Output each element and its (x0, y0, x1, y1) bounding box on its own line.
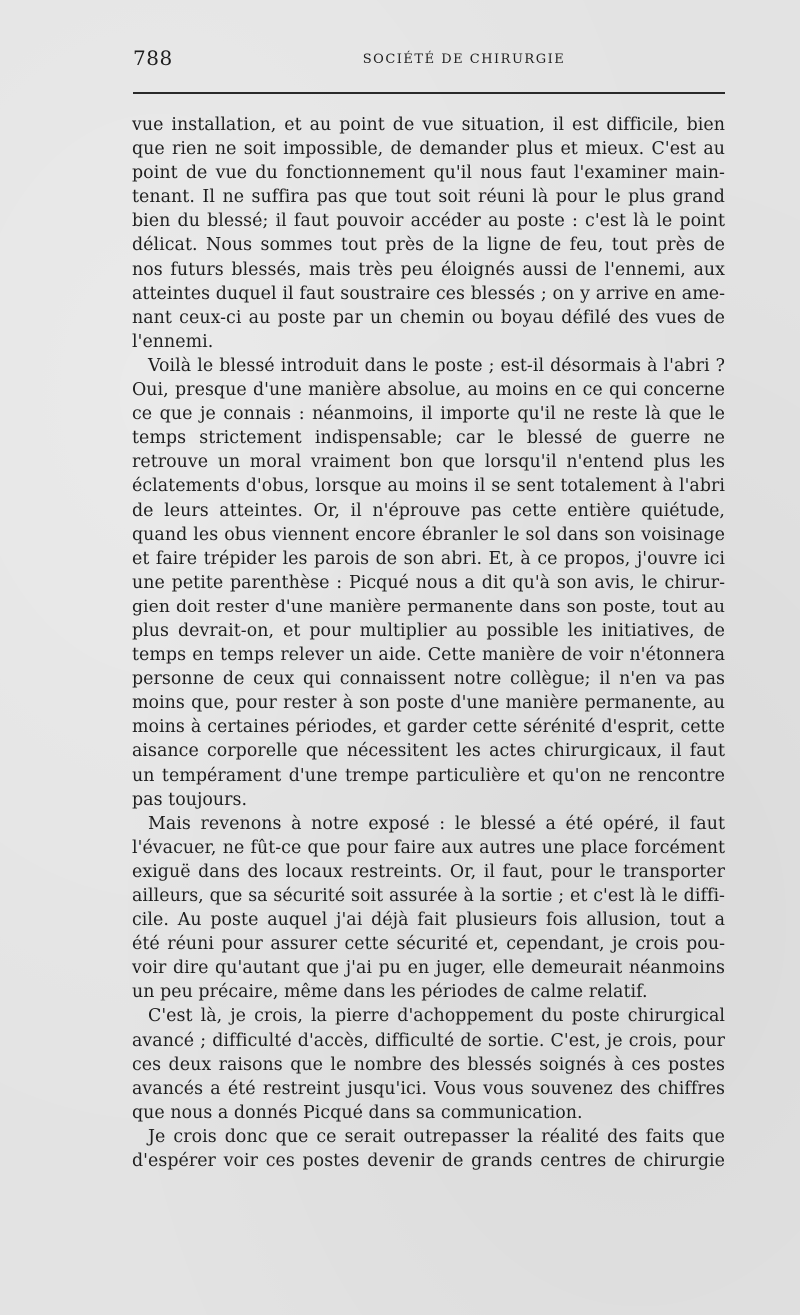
header-rule (133, 92, 725, 94)
text-line: exiguë dans des locaux restreints. Or, il faut, pour le transporter (132, 861, 725, 882)
text-line: un peu précaire, même dans les périodes de calme relatif. (132, 982, 648, 1003)
text-line: bien du blessé; il faut pouvoir accéder au poste : c'est là le point (132, 211, 725, 232)
text-line: ces deux raisons que le nombre des blessés soignés à ces postes (132, 1054, 725, 1075)
text-line: quand les obus viennent encore ébranler le sol dans son voisinage (132, 524, 725, 545)
text-line: cile. Au poste auquel j'ai déjà fait plusieurs fois allusion, tout a (132, 910, 725, 931)
text-line: atteintes duquel il faut soustraire ces blessés ; on y arrive en ame- (132, 283, 725, 304)
text-line: temps strictement indispensable; car le blessé de guerre ne (132, 428, 725, 449)
text-line: l'évacuer, ne fût-ce que pour faire aux autres une place forcément (132, 837, 725, 858)
text-line: d'espérer voir ces postes devenir de grands centres de chirurgie (132, 1151, 725, 1172)
text-line: moins à certaines périodes, et garder cette sérénité d'esprit, cette (132, 717, 725, 738)
text-line: gien doit rester d'une manière permanente dans son poste, tout au (132, 596, 725, 617)
text-line: une petite parenthèse : Picqué nous a dit qu'à son avis, le chirur- (132, 572, 725, 593)
text-line: plus devrait-on, et pour multiplier au possible les initiatives, de (132, 620, 725, 641)
paragraph-start-line: Mais revenons à notre exposé : le blessé a été opéré, il faut (148, 813, 725, 834)
running-head: SOCIÉTÉ DE CHIRURGIE (362, 52, 566, 67)
text-line: ce que je connais : néanmoins, il importe qu'il ne reste là que le (132, 404, 725, 425)
text-line: que rien ne soit impossible, de demander plus et mieux. C'est au (132, 139, 725, 160)
text-line: moins que, pour rester à son poste d'une manière permanente, au (132, 693, 725, 714)
text-line: nant ceux-ci au poste par un chemin ou boyau défilé des vues de (132, 307, 725, 328)
text-line: voir dire qu'autant que j'ai pu en juger, elle demeurait néanmoins (132, 958, 725, 979)
text-line: nos futurs blessés, mais très peu éloignés aussi de l'ennemi, aux (132, 259, 725, 280)
text-line: un tempérament d'une trempe particulière et qu'on ne rencontre (132, 765, 725, 786)
text-line: que nous a donnés Picqué dans sa communication. (132, 1102, 583, 1123)
paragraph-start-line: Je crois donc que ce serait outrepasser la réalité des faits que (148, 1126, 725, 1147)
text-line: et faire trépider les parois de son abri. Et, à ce propos, j'ouvre ici (132, 548, 725, 569)
text-line: délicat. Nous sommes tout près de la ligne de feu, tout près de (132, 235, 725, 256)
body-text (132, 113, 725, 1173)
text-line: été réuni pour assurer cette sécurité et, cependant, je crois pou- (132, 934, 725, 955)
paragraph-start-line: Voilà le blessé introduit dans le poste ; est-il désormais à l'abri ? (148, 355, 725, 376)
text-line: avancés a été restreint jusqu'ici. Vous vous souvenez des chiffres (132, 1078, 725, 1099)
paragraph-start-line: C'est là, je crois, la pierre d'achoppement du poste chirurgical (148, 1006, 725, 1027)
text-line: ailleurs, que sa sécurité soit assurée à la sortie ; et c'est là le diffi- (132, 886, 725, 906)
text-line: l'ennemi. (132, 331, 214, 352)
text-line: avancé ; difficulté d'accès, difficulté de sortie. C'est, je crois, pour (132, 1030, 725, 1051)
text-line: retrouve un moral vraiment bon que lorsqu'il n'entend plus les (132, 452, 725, 473)
text-line: point de vue du fonctionnement qu'il nous faut l'examiner main- (132, 163, 725, 184)
text-line: temps en temps relever un aide. Cette manière de voir n'étonnera (132, 645, 725, 666)
page-header (133, 46, 725, 76)
text-line: tenant. Il ne suffira pas que tout soit réuni là pour le plus grand (132, 187, 725, 208)
page-number: 788 (133, 46, 173, 70)
text-line: vue installation, et au point de vue situation, il est difficile, bien (132, 115, 725, 135)
text-line: de leurs atteintes. Or, il n'éprouve pas cette entière quiétude, (132, 500, 725, 521)
text-line: éclatements d'obus, lorsque au moins il se sent totalement à l'abri (132, 476, 725, 497)
text-line: aisance corporelle que nécessitent les actes chirurgicaux, il faut (132, 741, 725, 762)
text-line: Oui, presque d'une manière absolue, au moins en ce qui concerne (132, 380, 725, 401)
text-line: pas toujours. (132, 789, 248, 810)
text-line: personne de ceux qui connaissent notre collègue; il n'en va pas (132, 669, 725, 690)
